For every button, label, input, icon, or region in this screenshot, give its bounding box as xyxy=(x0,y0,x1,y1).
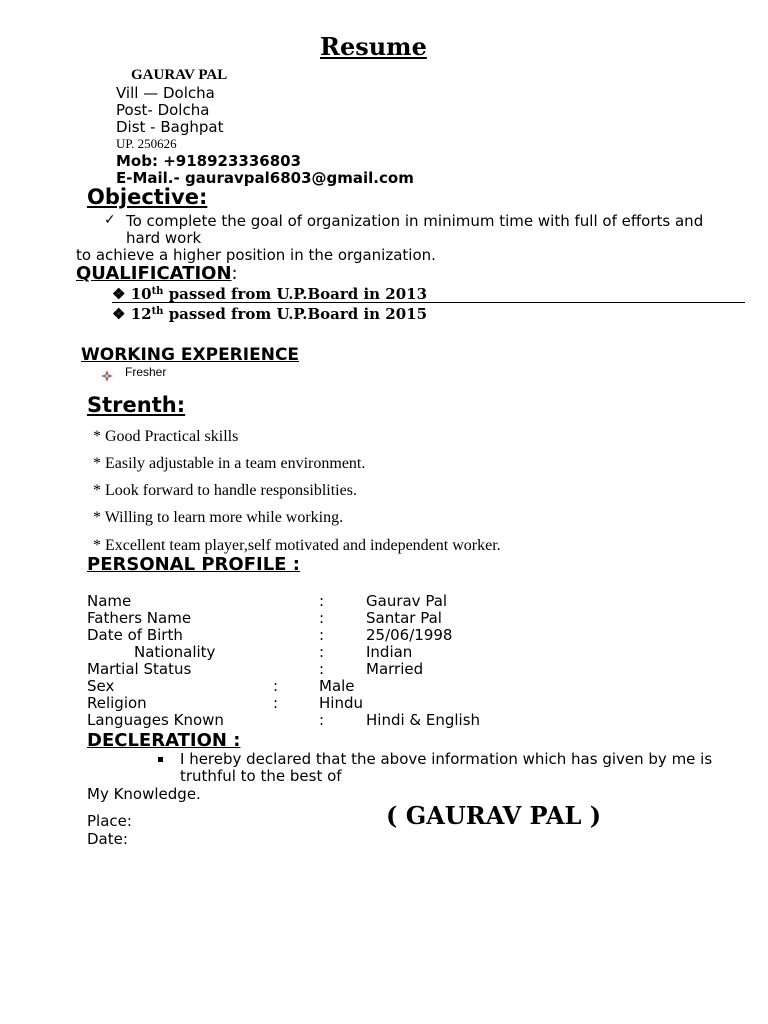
profile-colon: : xyxy=(319,643,325,661)
declaration-text-line1: I hereby declared that the above information which has given by me is xyxy=(180,750,713,768)
profile-value: 25/06/1998 xyxy=(366,626,453,644)
personal-profile-heading: PERSONAL PROFILE : xyxy=(87,554,300,575)
qualification-item-text: passed from U.P.Board in 2013 xyxy=(168,285,428,303)
address-district: Dist - Baghpat xyxy=(116,118,224,136)
experience-item: Fresher xyxy=(125,365,167,379)
profile-colon: : xyxy=(319,626,325,644)
address-post: Post- Dolcha xyxy=(116,101,210,119)
profile-colon: : xyxy=(319,592,325,610)
qualification-colon: : xyxy=(231,263,238,284)
qualification-item xyxy=(112,285,427,303)
qualification-heading: QUALIFICATION xyxy=(76,263,232,284)
square-bullet-icon xyxy=(158,757,163,762)
strength-heading: Strenth: xyxy=(87,393,186,417)
profile-colon: : xyxy=(319,609,325,627)
place-label: Place: xyxy=(87,812,132,830)
mobile-number: Mob: +918923336803 xyxy=(116,152,302,170)
checkmark-icon: ✓ xyxy=(104,212,116,228)
declaration-continuation: My Knowledge. xyxy=(87,785,201,803)
profile-value: Hindu xyxy=(319,694,363,712)
profile-label: Name xyxy=(87,592,132,610)
profile-value: Santar Pal xyxy=(366,609,442,627)
address-state-pin: UP. 250626 xyxy=(116,136,177,151)
objective-heading: Objective: xyxy=(87,185,208,209)
qualification-item-sup: th xyxy=(151,286,164,297)
strength-item: * Look forward to handle responsiblities. xyxy=(93,482,357,499)
profile-label: Martial Status xyxy=(87,660,192,678)
profile-label: Fathers Name xyxy=(87,609,192,627)
experience-heading: WORKING EXPERIENCE xyxy=(81,345,300,365)
qualification-item-sup: th xyxy=(151,306,164,317)
candidate-name: GAURAV PAL xyxy=(131,67,228,83)
multicolor-bullet-icon xyxy=(101,367,113,379)
diamond-bullet-icon: ❖ xyxy=(112,305,126,323)
strength-item: * Easily adjustable in a team environment. xyxy=(93,455,366,472)
profile-value: Married xyxy=(366,660,424,678)
profile-colon: : xyxy=(273,694,279,712)
profile-colon: : xyxy=(273,677,279,695)
objective-text-line2: hard work xyxy=(126,229,202,247)
profile-value: Hindi & English xyxy=(366,711,481,729)
profile-label: Languages Known xyxy=(87,711,224,729)
profile-label: Nationality xyxy=(134,643,216,661)
profile-colon: : xyxy=(319,660,325,678)
profile-value: Male xyxy=(319,677,355,695)
profile-label: Sex xyxy=(87,677,115,695)
declaration-text-line2: truthful to the best of xyxy=(180,767,342,785)
qualification-item xyxy=(112,305,427,323)
objective-text-line1: To complete the goal of organization in minimum time with full of efforts and xyxy=(126,212,704,230)
date-label: Date: xyxy=(87,830,128,848)
declaration-heading: DECLERATION : xyxy=(87,730,241,751)
profile-colon: : xyxy=(319,711,325,729)
objective-text-continuation: to achieve a higher position in the organization. xyxy=(76,246,436,264)
signature-name: ( GAURAV PAL ) xyxy=(386,801,602,830)
profile-label: Date of Birth xyxy=(87,626,183,644)
strength-item: * Good Practical skills xyxy=(93,428,239,445)
qualification-item-num: 10 xyxy=(130,285,152,303)
profile-value: Indian xyxy=(366,643,413,661)
qualification-item-text: passed from U.P.Board in 2015 xyxy=(168,305,428,323)
qualification-heading-row xyxy=(76,263,238,284)
strength-item: * Willing to learn more while working. xyxy=(93,509,344,526)
profile-label: Religion xyxy=(87,694,147,712)
profile-value: Gaurav Pal xyxy=(366,592,448,610)
diamond-bullet-icon: ❖ xyxy=(112,285,126,303)
strength-item: * Excellent team player,self motivated and independent worker. xyxy=(93,537,501,554)
email-address: E-Mail.- gauravpal6803@gmail.com xyxy=(116,169,414,187)
page-title: Resume xyxy=(320,32,427,61)
qualification-item-num: 12 xyxy=(130,305,152,323)
address-village: Vill — Dolcha xyxy=(116,84,215,102)
